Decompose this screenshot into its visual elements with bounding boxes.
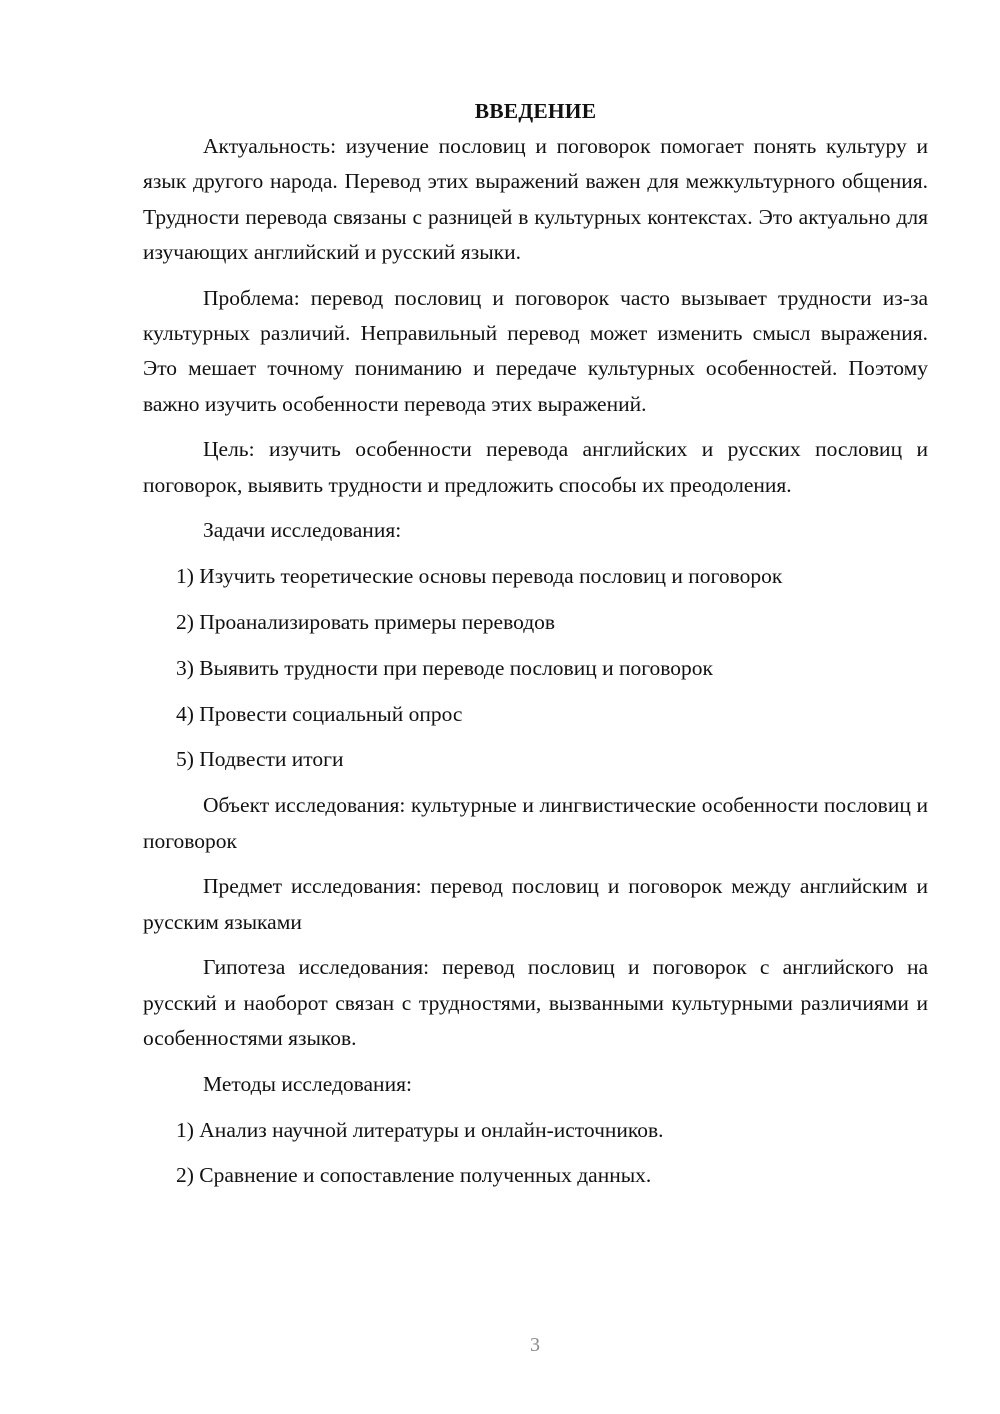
list-item: 2) Проанализировать примеры переводов — [176, 610, 556, 635]
list-item: 2) Сравнение и сопоставление полученных данных. — [176, 1163, 652, 1188]
page-title: ВВЕДЕНИЕ — [474, 99, 597, 123]
problem-paragraph: Проблема: перевод пословиц и поговорок часто вызывает трудности из-за культурных различий. Неправильный перевод может изменить смысл выражения. Это мешает точному пониманию и передаче культурных особенностей. Поэтому важно изучить особенности перевода этих выражений. — [143, 285, 928, 416]
list-item: 3) Выявить трудности при переводе пословиц и поговорок — [176, 655, 713, 680]
list-item: 1) Изучить теоретические основы перевода пословиц и поговорок — [176, 564, 783, 589]
methods-heading: Методы исследования: — [203, 1071, 412, 1096]
list-item: 5) Подвести итоги — [176, 747, 344, 772]
page-number: 3 — [530, 1334, 540, 1356]
relevance-paragraph: Актуальность: изучение пословиц и поговорок помогает понять культуру и язык другого народа. Перевод этих выражений важен для межкультурного общения. Трудности перевода связаны с разницей в культурных контекстах. Это актуально для изучающих английский и русский языки. — [143, 134, 928, 264]
object-paragraph: Объект исследования: культурные и лингвистические особенности пословиц и поговорок — [143, 793, 928, 853]
methods-list — [143, 1113, 928, 1194]
subject-paragraph: Предмет исследования: перевод пословиц и поговорок между английским и русским языками — [143, 874, 928, 934]
list-item: 4) Провести социальный опрос — [176, 701, 463, 726]
document-page — [143, 94, 928, 1204]
hypothesis-paragraph: Гипотеза исследования: перевод пословиц и поговорок с английского на русский и наоборот связан с трудностями, вызванными культурными различиями и особенностями языков. — [143, 955, 928, 1051]
tasks-list — [143, 559, 928, 777]
list-item: 1) Анализ научной литературы и онлайн-источников. — [176, 1117, 664, 1142]
goal-paragraph: Цель: изучить особенности перевода английских и русских пословиц и поговорок, выявить трудности и предложить способы их преодоления. — [143, 437, 928, 497]
tasks-heading: Задачи исследования: — [203, 518, 402, 543]
